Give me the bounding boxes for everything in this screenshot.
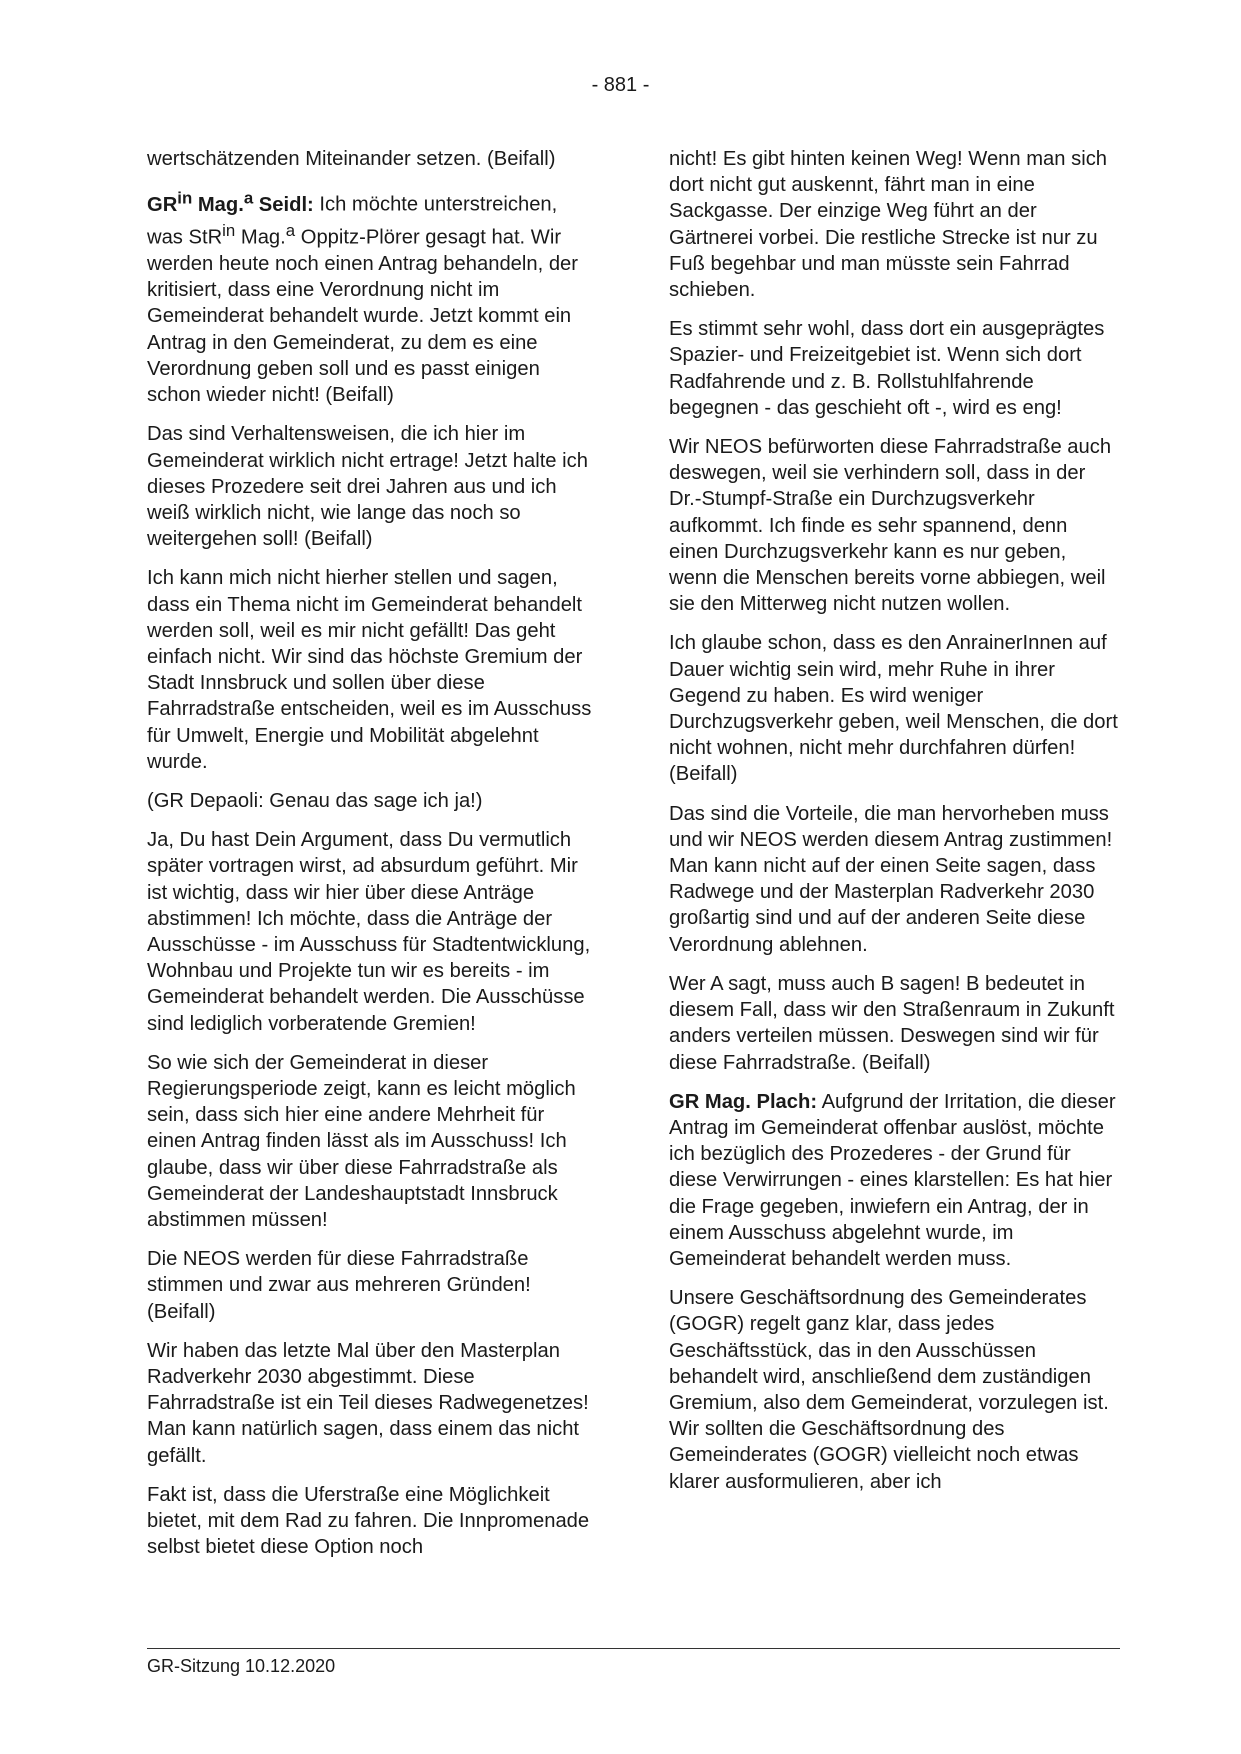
- paragraph: Das sind die Vorteile, die man hervorheben muss und wir NEOS werden diesem Antrag zustimmen! Man kann nicht auf der einen Seite sagen, dass Radwege und der Masterplan Radverkehr 2030 großartig sind und auf der anderen Seite diese Verordnung ablehnen.: [669, 802, 1113, 956]
- paragraph: Ja, Du hast Dein Argument, dass Du vermutlich später vortragen wirst, ad absurdum geführt. Mir ist wichtig, dass wir hier über diese Anträge abstimmen! Ich möchte, dass die Anträge der Ausschüsse - im Ausschuss für Stadtentwicklung, Wohnbau und Projekte tun wir es bereits - im Gemeinderat behandelt werden. Die Ausschüsse sind lediglich vorberatende Gremien!: [147, 829, 591, 1035]
- paragraph: Ich glaube schon, dass es den AnrainerInnen auf Dauer wichtig sein wird, mehr Ruhe in ihrer Gegend zu haben. Es wird weniger Durchzugsverkehr geben, weil Menschen, die dort nicht wohnen, nicht mehr durchfahren dürfen! (Beifall): [669, 632, 1118, 786]
- footer-session-label: GR-Sitzung 10.12.2020: [147, 1656, 336, 1676]
- paragraph: Es stimmt sehr wohl, dass dort ein ausgeprägtes Spazier- und Freizeitgebiet ist. Wenn sich dort Radfahrende und z. B. Rollstuhlfahrende begegnen - das geschieht oft -, wird es eng!: [669, 318, 1105, 419]
- speaker-name: GR Mag. Plach:: [669, 1090, 818, 1113]
- paragraph: Die NEOS werden für diese Fahrradstraße stimmen und zwar aus mehreren Gründen! (Beifall): [147, 1248, 531, 1323]
- left-column: [147, 146, 597, 1573]
- speaker-name: $GR^{in}$ Mag.$^a$ Seidl:: [147, 188, 314, 216]
- paragraph: Unsere Geschäftsordnung des Gemeinderates (GOGR) regelt ganz klar, dass jedes Geschäftsstück, das in den Ausschüssen behandelt wird, anschließend dem zuständigen Gremium, also dem Gemeinderat, vorzulegen ist. Wir sollten die Geschäftsordnung des Gemeinderates (GOGR) vielleicht noch etwas klarer ausformulieren, aber ich: [669, 1287, 1109, 1493]
- paragraph: wertschätzenden Miteinander setzen. (Beifall): [147, 148, 556, 170]
- paragraph: nicht! Es gibt hinten keinen Weg! Wenn man sich dort nicht gut auskennt, fährt man in eine Sackgasse. Der einzige Weg führt an der Gärtnerei vorbei. Die restliche Strecke ist nur zu Fuß begehbar und man müsste sein Fahrrad schieben.: [669, 148, 1108, 302]
- interjection: (GR Depaoli: Genau das sage ich ja!): [147, 789, 483, 812]
- paragraph: Wer A sagt, muss auch B sagen! B bedeutet in diesem Fall, dass wir den Straßenraum in Zukunft anders verteilen müssen. Deswegen sind wir für diese Fahrradstraße. (Beifall): [669, 972, 1115, 1074]
- footer-divider: [147, 1648, 1120, 1649]
- page-number: - 881 -: [591, 74, 650, 96]
- paragraph: Wir haben das letzte Mal über den Masterplan Radverkehr 2030 abgestimmt. Diese Fahrradstraße ist ein Teil dieses Radwegenetzes! Man kann natürlich sagen, dass einem das nicht gefällt.: [147, 1339, 589, 1467]
- paragraph: Ich kann mich nicht hierher stellen und sagen, dass ein Thema nicht im Gemeinderat behandelt werden soll, weil es mir nicht gefällt! Das geht einfach nicht. Wir sind das höchste Gremium der Stadt Innsbruck und sollen über diese Fahrradstraße entscheiden, weil es im Ausschuss für Umwelt, Energie und Mobilität abgelehnt wurde.: [147, 567, 592, 773]
- paragraph: So wie sich der Gemeinderat in dieser Regierungsperiode zeigt, kann es leicht möglich sein, dass sich hier eine andere Mehrheit für einen Antrag finden lässt als im Ausschuss! Ich glaube, dass wir über diese Fahrradstraße als Gemeinderat der Landeshauptstadt Innsbruck abstimmen müssen!: [147, 1051, 576, 1231]
- speech-seidl: $GR^{in}$ Mag.$^a$ Seidl: Ich möchte unterstreichen, was StR$^{in}$ Mag.$^a$ Oppitz-Plörer gesagt hat. Wir werden heute noch einen Antrag behandeln, der kritisiert, dass eine Verordnung nicht im Gemeinderat behandelt wurde. Jetzt kommt ein Antrag in den Gemeinderat, zu dem es eine Verordnung geben soll und es passt einigen schon wieder nicht! (Beifall): [147, 188, 579, 407]
- paragraph: Wir NEOS befürworten diese Fahrradstraße auch deswegen, weil sie verhindern soll, dass in der Dr.-Stumpf-Straße ein Durchzugsverkehr aufkommt. Ich finde es sehr spannend, denn einen Durchzugsverkehr kann es nur geben, wenn die Menschen bereits vorne abbiegen, weil sie den Mitterweg nicht nutzen wollen.: [669, 436, 1112, 616]
- speech-plach: GR Mag. Plach: Aufgrund der Irritation, die dieser Antrag im Gemeinderat offenbar auslöst, möchte ich bezüglich des Prozederes - der Grund für diese Verwirrungen - eines klarstellen: Es hat hier die Frage gegeben, inwiefern ein Antrag, der in einem Ausschuss abgelehnt wurde, im Gemeinderat behandelt werden muss.: [669, 1090, 1116, 1270]
- paragraph: Fakt ist, dass die Uferstraße eine Möglichkeit bietet, mit dem Rad zu fahren. Die Innpromenade selbst bietet diese Option noch: [147, 1483, 590, 1559]
- right-column: [669, 146, 1119, 1508]
- paragraph: Das sind Verhaltensweisen, die ich hier im Gemeinderat wirklich nicht ertrage! Jetzt halte ich dieses Prozedere seit drei Jahren aus und ich weiß wirklich nicht, wie lange das noch so weitergehen soll! (Beifall): [147, 423, 588, 551]
